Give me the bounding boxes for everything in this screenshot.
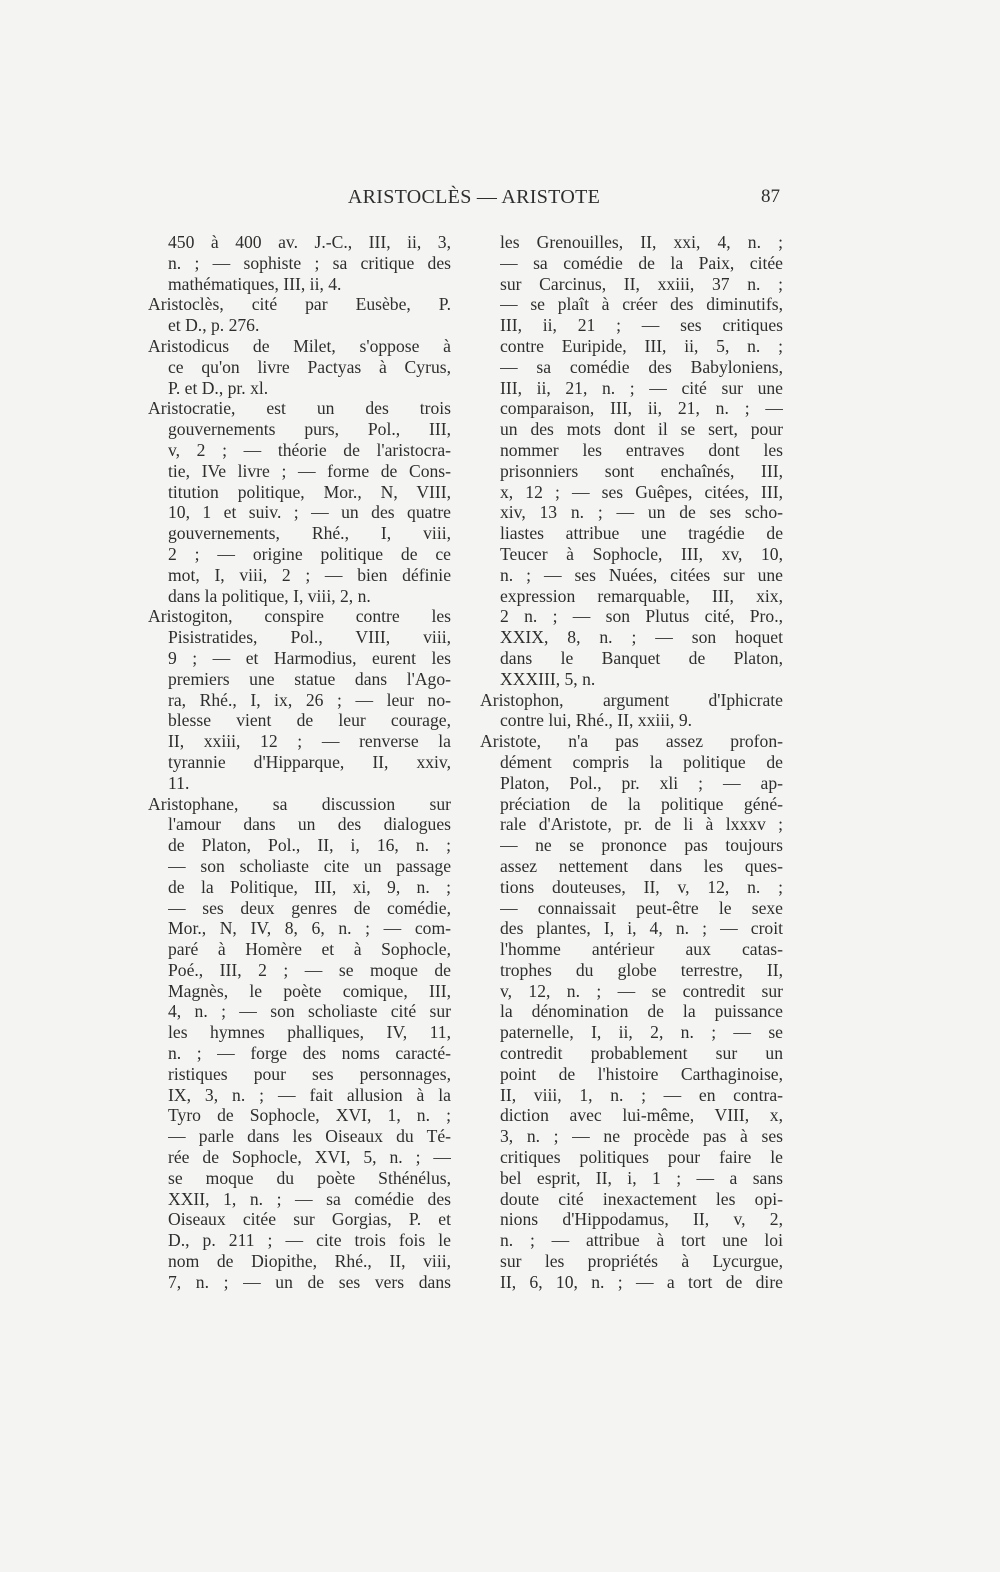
index-entry-head-line: Aristocratie, est un des trois bbox=[148, 398, 451, 419]
index-text-line: n. ; — sophiste ; sa critique des bbox=[168, 252, 451, 273]
index-text-line: sur les propriétés à Lycurgue, bbox=[500, 1251, 783, 1272]
index-text-line: — se plaît à créer des diminutifs, bbox=[500, 294, 783, 315]
index-text-line: Oiseaux citée sur Gorgias, P. et bbox=[168, 1209, 451, 1230]
index-entry-head-line: Aristoclès, cité par Eusèbe, P. bbox=[148, 294, 451, 315]
index-text-line: XXXIII, 5, n. bbox=[500, 668, 596, 689]
index-text-line: assez nettement dans les ques- bbox=[500, 855, 783, 876]
index-text-line: les Grenouilles, II, xxi, 4, n. ; bbox=[500, 232, 783, 252]
index-text-line: blesse vient de leur courage, bbox=[168, 710, 451, 731]
index-text-line: bel esprit, II, i, 1 ; — a sans bbox=[500, 1167, 783, 1188]
index-text-line: Pisistratides, Pol., VIII, viii, bbox=[168, 627, 451, 648]
index-entry-head-line: Aristogiton, conspire contre les bbox=[148, 606, 451, 627]
index-text-line: — parle dans les Oiseaux du Té- bbox=[168, 1126, 451, 1147]
index-text-line: gouvernements, Rhé., I, viii, bbox=[168, 523, 451, 544]
index-text-line: et D., p. 276. bbox=[168, 315, 260, 336]
index-text-line: diction avec lui-même, VIII, x, bbox=[500, 1105, 783, 1126]
index-text-line: point de l'histoire Carthaginoise, bbox=[500, 1063, 783, 1084]
index-text-line: Magnès, le poète comique, III, bbox=[168, 980, 451, 1001]
index-text-line: ra, Rhé., I, ix, 26 ; — leur no- bbox=[168, 689, 451, 710]
index-text-line: dément compris la politique de bbox=[500, 751, 783, 772]
index-text-line: D., p. 211 ; — cite trois fois le bbox=[168, 1230, 451, 1251]
index-text-line: tyrannie d'Hipparque, II, xxiv, bbox=[168, 751, 451, 772]
index-text-line: x, 12 ; — ses Guêpes, citées, III, bbox=[500, 481, 783, 502]
index-text-line: de la Politique, III, xi, 9, n. ; bbox=[168, 876, 451, 897]
index-text-line: contre Euripide, III, ii, 5, n. ; bbox=[500, 335, 783, 356]
index-text-line: 4, n. ; — son scholiaste cité sur bbox=[168, 1001, 451, 1022]
index-text-line: — ses deux genres de comédie, bbox=[168, 897, 451, 918]
index-text-line: mot, I, viii, 2 ; — bien définie bbox=[168, 564, 451, 585]
index-text-line: ce qu'on livre Pactyas à Cyrus, bbox=[168, 356, 451, 377]
index-text-line: tie, IVe livre ; — forme de Cons- bbox=[168, 460, 451, 481]
index-text-line: II, xxiii, 12 ; — renverse la bbox=[168, 731, 451, 752]
running-title: ARISTOCLÈS — ARISTOTE bbox=[347, 186, 601, 208]
index-text-line: paré à Homère et à Sophocle, bbox=[168, 939, 451, 960]
index-text-line: — sa comédie de la Paix, citée bbox=[500, 252, 783, 273]
index-text-line: l'homme antérieur aux catas- bbox=[500, 939, 783, 960]
index-text-line: premiers une statue dans l'Ago- bbox=[168, 668, 451, 689]
index-text-line: l'amour dans un des dialogues bbox=[168, 814, 451, 835]
index-text-line: comparaison, III, ii, 21, n. ; — bbox=[500, 398, 783, 419]
index-text-line: 11. bbox=[168, 772, 190, 793]
index-text-line: contre lui, Rhé., II, xxiii, 9. bbox=[500, 710, 693, 731]
index-text-line: rée de Sophocle, XVI, 5, n. ; — bbox=[168, 1147, 451, 1168]
index-entry-head-line: Aristophon, argument d'Iphicrate bbox=[480, 689, 783, 710]
index-text-line: 2 n. ; — son Plutus cité, Pro., bbox=[500, 606, 783, 627]
index-text-line: critiques politiques pour faire le bbox=[500, 1147, 783, 1168]
index-text-line: IX, 3, n. ; — fait allusion à la bbox=[168, 1084, 451, 1105]
index-text-line: Mor., N, IV, 8, 6, n. ; — com- bbox=[168, 918, 451, 939]
index-text-line: Poé., III, 2 ; — se moque de bbox=[168, 959, 451, 980]
index-text-line: n. ; — ses Nuées, citées sur une bbox=[500, 564, 783, 585]
index-text-line: — son scholiaste cite un passage bbox=[168, 855, 451, 876]
index-text-line: titution politique, Mor., N, VIII, bbox=[168, 481, 451, 502]
index-text-line: dans la politique, I, viii, 2, n. bbox=[168, 585, 371, 606]
page-header bbox=[168, 186, 780, 210]
index-text-line: des plantes, I, i, 4, n. ; — croit bbox=[500, 918, 783, 939]
index-text-line: un des mots dont il se sert, pour bbox=[500, 419, 783, 440]
index-text-line: la dénomination de la puissance bbox=[500, 1001, 783, 1022]
index-text-line: nommer les entraves dont les bbox=[500, 439, 783, 460]
index-text-line: expression remarquable, III, xix, bbox=[500, 585, 783, 606]
index-entry-head-line: Aristote, n'a pas assez profon- bbox=[480, 731, 783, 752]
index-entry-head-line: Aristophane, sa discussion sur bbox=[148, 793, 451, 814]
index-text-line: XXII, 1, n. ; — sa comédie des bbox=[168, 1188, 451, 1209]
index-text-line: III, ii, 21, n. ; — cité sur une bbox=[500, 377, 783, 398]
index-text-line: trophes du globe terrestre, II, bbox=[500, 959, 783, 980]
index-text-line: II, 6, 10, n. ; — a tort de dire bbox=[500, 1271, 783, 1292]
index-text-line: — sa comédie des Babyloniens, bbox=[500, 356, 783, 377]
index-entry-head-line: Aristodicus de Milet, s'oppose à bbox=[148, 335, 451, 356]
index-text-line: III, ii, 21 ; — ses critiques bbox=[500, 315, 783, 336]
index-text-line: II, viii, 1, n. ; — en contra- bbox=[500, 1084, 783, 1105]
index-text-line: prisonniers sont enchaînés, III, bbox=[500, 460, 783, 481]
index-text-line: gouvernements purs, Pol., III, bbox=[168, 419, 451, 440]
index-text-line: les hymnes phalliques, IV, 11, bbox=[168, 1022, 451, 1043]
page-number: 87 bbox=[761, 186, 780, 207]
index-text-line: Tyro de Sophocle, XVI, 1, n. ; bbox=[168, 1105, 451, 1126]
index-text-line: v, 12, n. ; — se contredit sur bbox=[500, 980, 783, 1001]
index-text-line: 2 ; — origine politique de ce bbox=[168, 543, 451, 564]
index-text-line: n. ; — attribue à tort une loi bbox=[500, 1230, 783, 1251]
index-text-line: 9 ; — et Harmodius, eurent les bbox=[168, 647, 451, 668]
index-text-line: 10, 1 et suiv. ; — un des quatre bbox=[168, 502, 451, 523]
index-text-line: 450 à 400 av. J.-C., III, ii, 3, bbox=[168, 232, 451, 252]
index-text-line: 7, n. ; — un de ses vers dans bbox=[168, 1271, 451, 1292]
index-text-line: Platon, Pol., pr. xli ; — ap- bbox=[500, 772, 783, 793]
index-text-line: xiv, 13 n. ; — un de ses scho- bbox=[500, 502, 783, 523]
index-text-line: sur Carcinus, II, xxiii, 37 n. ; bbox=[500, 273, 783, 294]
index-text-line: de Platon, Pol., II, i, 16, n. ; bbox=[168, 835, 451, 856]
index-text-line: préciation de la politique géné- bbox=[500, 793, 783, 814]
index-text-line: rale d'Aristote, pr. de li à lxxxv ; bbox=[500, 814, 783, 835]
index-text-line: nions d'Hippodamus, II, v, 2, bbox=[500, 1209, 783, 1230]
index-text-line: Teucer à Sophocle, III, xv, 10, bbox=[500, 543, 783, 564]
left-column bbox=[148, 232, 451, 1293]
index-text-line: doute cité inexactement les opi- bbox=[500, 1188, 783, 1209]
index-text-line: P. et D., pr. xl. bbox=[168, 377, 269, 398]
index-text-line: paternelle, I, ii, 2, n. ; — se bbox=[500, 1022, 783, 1043]
index-text-line: 3, n. ; — ne procède pas à ses bbox=[500, 1126, 783, 1147]
index-text-line: nom de Diopithe, Rhé., II, viii, bbox=[168, 1251, 451, 1272]
index-text-line: se moque du poète Sthénélus, bbox=[168, 1167, 451, 1188]
index-text-line: dans le Banquet de Platon, bbox=[500, 647, 783, 668]
index-text-line: tions douteuses, II, v, 12, n. ; bbox=[500, 876, 783, 897]
index-text-line: v, 2 ; — théorie de l'aristocra- bbox=[168, 439, 451, 460]
index-text-line: — ne se prononce pas toujours bbox=[500, 835, 783, 856]
index-text-line: XXIX, 8, n. ; — son hoquet bbox=[500, 627, 783, 648]
index-text-line: n. ; — forge des noms caracté- bbox=[168, 1043, 451, 1064]
index-text-line: liastes attribue une tragédie de bbox=[500, 523, 783, 544]
right-column bbox=[480, 232, 783, 1293]
index-text-line: ristiques pour ses personnages, bbox=[168, 1063, 451, 1084]
index-text-line: contredit probablement sur un bbox=[500, 1043, 783, 1064]
index-text-line: — connaissait peut-être le sexe bbox=[500, 897, 783, 918]
index-text-line: mathématiques, III, ii, 4. bbox=[168, 273, 342, 294]
